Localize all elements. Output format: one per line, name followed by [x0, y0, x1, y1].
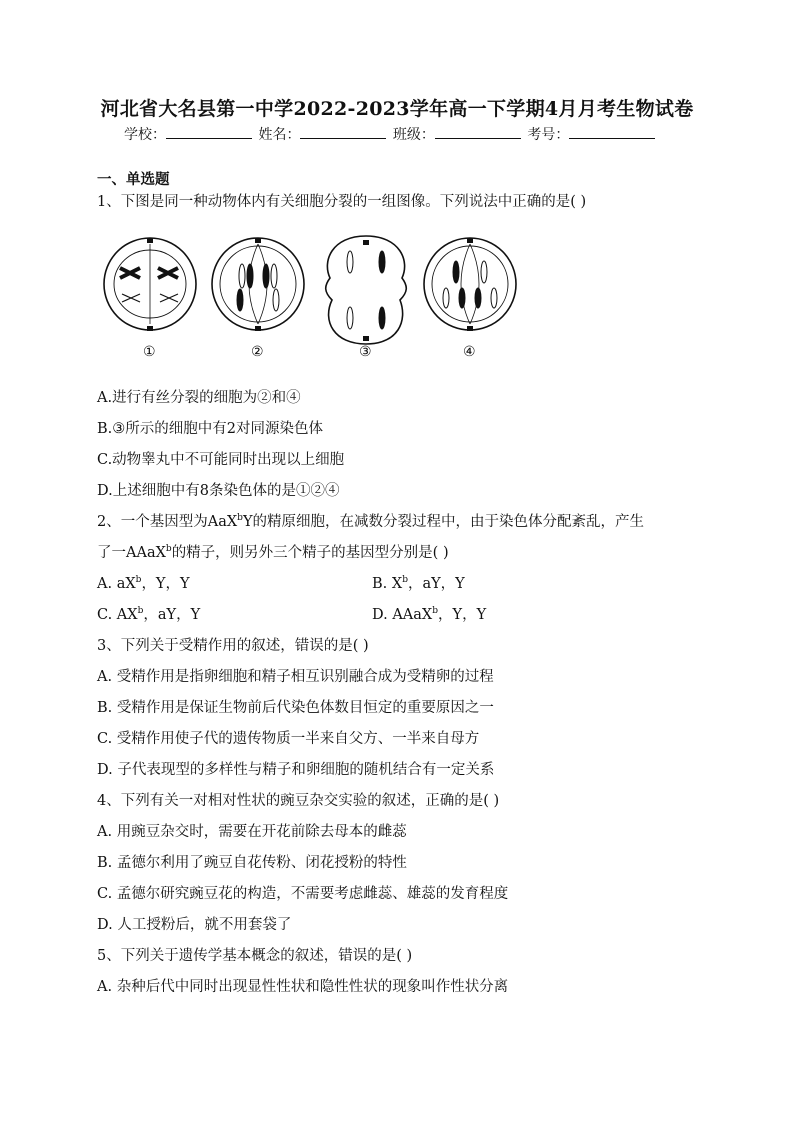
school-blank[interactable]	[166, 124, 252, 139]
exam-title: 河北省大名县第一中学2022-2023学年高一下学期4月月考生物试卷	[100, 98, 694, 120]
cell-1-chromosome-2	[158, 268, 178, 278]
q1-stem: 1、下图是同一种动物体内有关细胞分裂的一组图像。下列说法中正确的是( )	[97, 194, 587, 210]
q3-option-b[interactable]: B. 受精作用是保证生物前后代染色体数目恒定的重要原因之一	[97, 700, 494, 716]
q5-option-a[interactable]: A. 杂种后代中同时出现显性性状和隐性性状的现象叫作性状分离	[97, 979, 509, 995]
q4-stem: 4、下列有关一对相对性状的豌豆杂交实验的叙述，正确的是( )	[97, 793, 500, 809]
cell-4-chromosome-1	[453, 261, 459, 283]
cell-2-chromosome-5	[237, 289, 243, 311]
q2-option-d[interactable]	[372, 603, 486, 624]
q2-opt-c-1: C. AX	[97, 607, 138, 623]
cell-1-centrosome-top	[147, 238, 153, 243]
cell-4-chromosome-4	[459, 288, 465, 308]
q2-opt-d-1: D. AAaX	[372, 607, 433, 623]
caption-4: ④	[463, 344, 476, 360]
q4-option-a[interactable]: A. 用豌豆杂交时，需要在开花前除去母本的雌蕊	[97, 824, 407, 840]
cell-2-chromosome-1	[239, 264, 245, 288]
cell-4-chromosome-2	[481, 261, 487, 283]
number-blank[interactable]	[569, 124, 655, 139]
section-heading: 一、单选题	[97, 171, 170, 188]
school-label: 学校：	[124, 127, 166, 143]
q2-opt-c-sup: b	[137, 606, 144, 617]
student-info-line	[124, 124, 684, 144]
cell-division-figure	[100, 226, 520, 372]
cell-4-chromosome-5	[475, 288, 481, 308]
q2-stem2-part-1: 了一AAaX	[97, 545, 166, 561]
cell-2-chromosome-6	[273, 289, 279, 311]
q5-stem: 5、下列关于遗传学基本概念的叙述，错误的是( )	[97, 948, 413, 964]
cell-4-outline	[424, 238, 516, 330]
q2-stem2-part-2: 的精子，则另外三个精子的基因型分别是( )	[171, 545, 449, 561]
cell-4-centrosome-bottom	[467, 326, 473, 331]
cell-diagrams	[100, 226, 520, 372]
q2-stem-part-2: Y的精原细胞，在减数分裂过程中，由于染色体分配紊乱，产生	[242, 514, 645, 530]
q4-option-d[interactable]: D. 人工授粉后，就不用套袋了	[97, 917, 292, 933]
q2-option-b[interactable]	[372, 572, 465, 593]
q1-option-b[interactable]: B.③所示的细胞中有2对同源染色体	[97, 421, 323, 437]
cell-1-chromosome-4	[160, 294, 178, 302]
cell-3-chromosome-4	[379, 307, 385, 329]
caption-1: ①	[143, 344, 156, 360]
caption-2: ②	[251, 344, 264, 360]
q2-stem-sup-1: b	[237, 513, 243, 524]
q3-option-d[interactable]: D. 子代表现型的多样性与精子和卵细胞的随机结合有一定关系	[97, 762, 495, 778]
q4-option-c[interactable]: C. 孟德尔研究豌豆花的构造，不需要考虑雌蕊、雄蕊的发育程度	[97, 886, 509, 902]
cell-3-centrosome-top	[363, 240, 369, 245]
cell-4-inner	[432, 246, 508, 322]
q2-stem2-sup: b	[165, 544, 172, 555]
q4-option-b[interactable]: B. 孟德尔利用了豌豆自花传粉、闭花授粉的特性	[97, 855, 407, 871]
cell-2-chromosome-2	[247, 264, 253, 288]
cell-2-inner	[220, 246, 296, 322]
q1-option-d[interactable]: D.上述细胞中有8条染色体的是①②④	[97, 483, 340, 499]
q2-opt-a-2: ，Y，Y	[141, 576, 190, 592]
name-blank[interactable]	[300, 124, 386, 139]
cell-4-chromosome-6	[491, 288, 497, 308]
q1-option-c[interactable]: C.动物睾丸中不可能同时出现以上细胞	[97, 452, 345, 468]
class-blank[interactable]	[435, 124, 521, 139]
cell-3-chromosome-2	[379, 251, 385, 273]
class-label: 班级：	[392, 127, 435, 143]
cell-2-outline	[212, 238, 304, 330]
cell-3-centrosome-bottom	[363, 336, 369, 341]
q1-option-a[interactable]: A.进行有丝分裂的细胞为②和④	[97, 390, 301, 406]
q3-option-a[interactable]: A. 受精作用是指卵细胞和精子相互识别融合成为受精卵的过程	[97, 669, 494, 685]
q2-opt-d-2: ，Y，Y	[438, 607, 487, 623]
q3-stem: 3、下列关于受精作用的叙述，错误的是( )	[97, 638, 369, 654]
cell-3-chromosome-1	[347, 251, 353, 273]
cell-1-chromosome-1	[120, 268, 140, 278]
cell-3-outline	[326, 236, 407, 344]
q2-opt-b-2: ，aY，Y	[407, 576, 465, 592]
q3-option-c[interactable]: C. 受精作用使子代的遗传物质一半来自父方、一半来自母方	[97, 731, 480, 747]
cell-2-centrosome-top	[255, 238, 261, 243]
q2-opt-b-1: B. X	[372, 576, 403, 592]
cell-4-centrosome-top	[467, 238, 473, 243]
q2-stem-part-1: 2、一个基因型为AaX	[97, 514, 238, 530]
q2-opt-a-sup: b	[135, 575, 142, 586]
q2-option-c[interactable]	[97, 603, 200, 624]
number-label: 考号：	[527, 127, 570, 143]
cell-3-chromosome-3	[347, 307, 353, 329]
q2-option-a[interactable]	[97, 572, 190, 593]
cell-2-chromosome-3	[263, 264, 269, 288]
cell-4-chromosome-3	[443, 288, 449, 308]
q2-stem-line-1	[97, 510, 644, 531]
q2-opt-c-2: ，aY，Y	[143, 607, 201, 623]
q2-opt-b-sup: b	[402, 575, 408, 586]
cell-1-chromosome-3	[122, 294, 140, 302]
cell-2-chromosome-4	[271, 264, 277, 288]
q2-opt-d-sup: b	[432, 606, 439, 617]
cell-1-centrosome-bottom	[147, 326, 153, 331]
name-label: 姓名：	[258, 127, 301, 143]
caption-3: ③	[359, 344, 372, 360]
q2-stem-line-2	[97, 541, 449, 562]
q2-opt-a-1: A. aX	[97, 576, 136, 592]
cell-2-centrosome-bottom	[255, 326, 261, 331]
cell-4-spindle	[461, 244, 479, 324]
